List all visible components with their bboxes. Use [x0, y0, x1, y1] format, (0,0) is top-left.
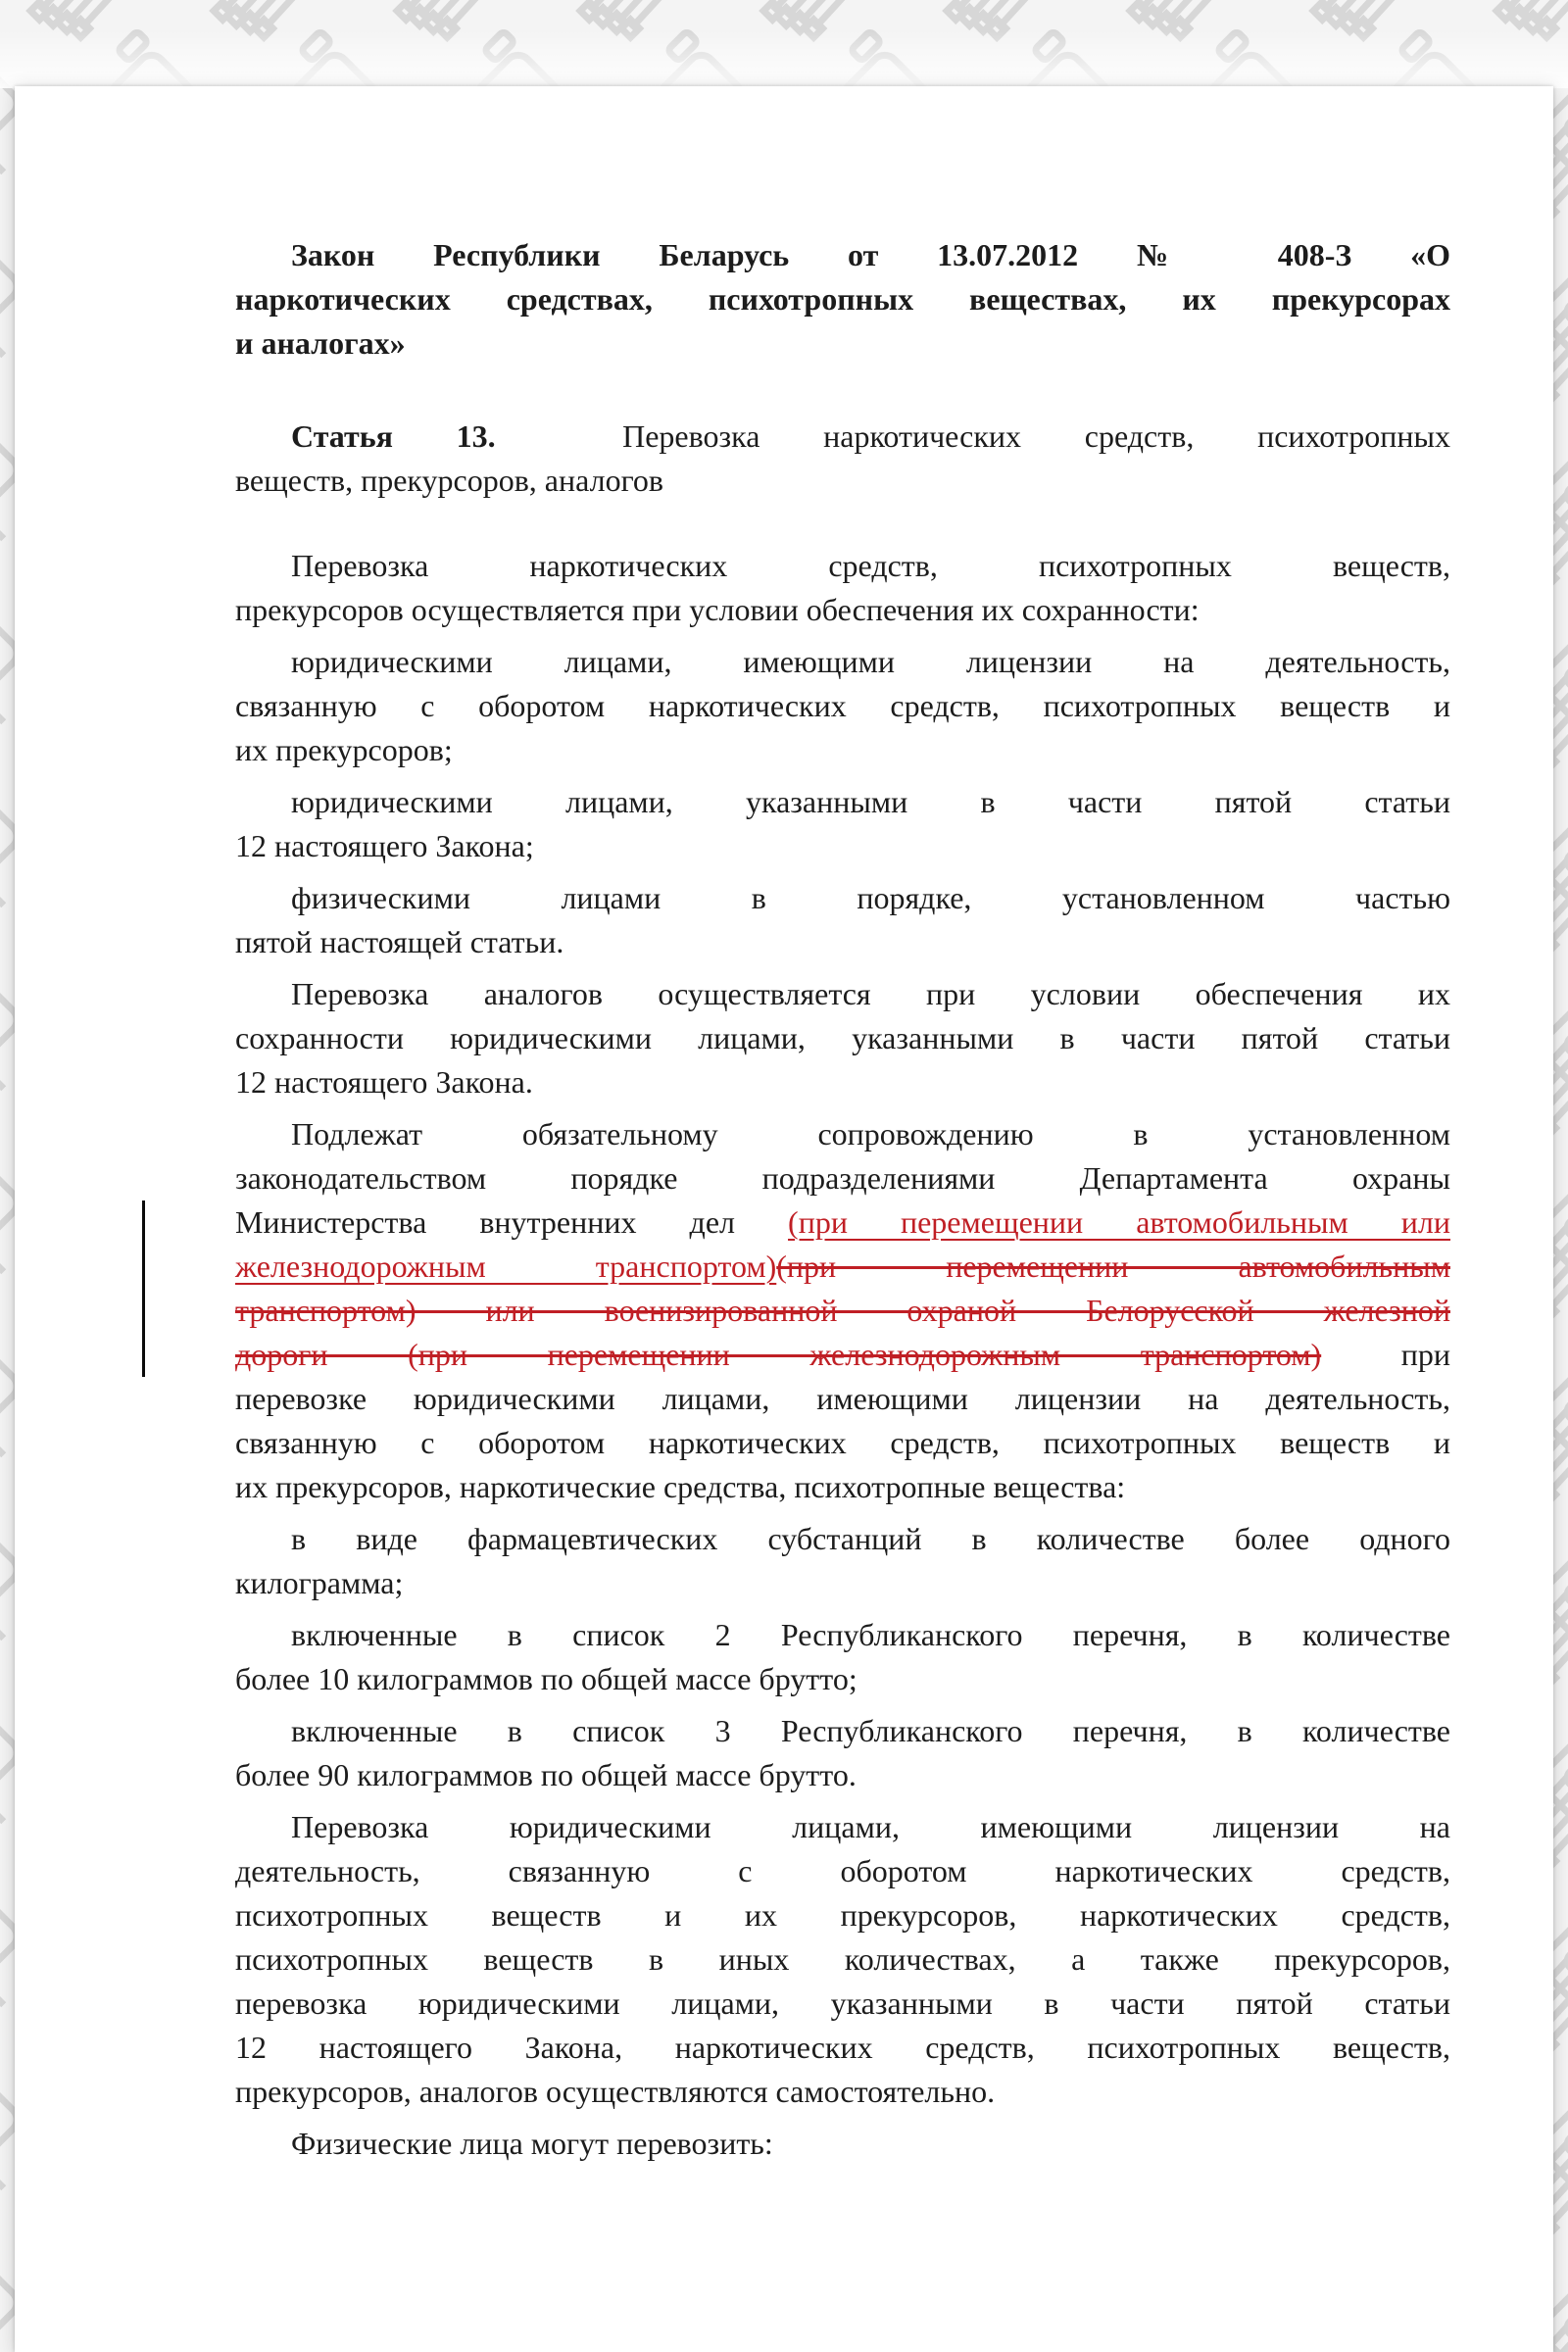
text-run: прекурсоров осуществляется при условии обеспечения их сохранности: [235, 592, 1200, 627]
text-line [235, 920, 1450, 964]
text-run: килограмма; [235, 1565, 404, 1600]
text-run: включенные в список 3 Республиканского перечня, в количестве [291, 1713, 1450, 1748]
text-run: деятельность, связанную с оборотом наркотических средств, [235, 1853, 1450, 1888]
text-run: психотропных веществ и их прекурсоров, наркотических средств, [235, 1897, 1450, 1933]
text-line [235, 1982, 1450, 2026]
text-line [235, 780, 1450, 824]
text-run: при [1321, 1337, 1451, 1372]
text-line [235, 1465, 1450, 1509]
text-run: пятой настоящей статьи. [235, 924, 564, 959]
text-run: перевозке юридическими лицами, имеющими лицензии на деятельность, [235, 1381, 1450, 1416]
text-line [235, 1657, 1450, 1701]
paragraph [235, 544, 1450, 632]
text-run: в виде фармацевтических субстанций в количестве более одного [291, 1521, 1450, 1556]
text-line [235, 277, 1450, 321]
text-line [235, 1377, 1450, 1421]
text-line [235, 2122, 1450, 2166]
text-line [235, 1849, 1450, 1893]
text-line [235, 728, 1450, 772]
paragraph [235, 780, 1450, 868]
text-line [235, 824, 1450, 868]
text-line [235, 1613, 1450, 1657]
background-fade [0, 29, 1568, 88]
text-run: их прекурсоров, наркотические средства, психотропные вещества: [235, 1469, 1126, 1504]
text-line [235, 1112, 1450, 1156]
paragraph [235, 876, 1450, 964]
text-run: юридическими лицами, имеющими лицензии на деятельность, [291, 644, 1450, 679]
text-line [235, 1561, 1450, 1605]
text-run: и аналогах» [235, 325, 406, 361]
text-run: связанную с оборотом наркотических средств, психотропных веществ и [235, 688, 1450, 723]
text-run: их прекурсоров; [235, 732, 453, 767]
text-run: 12 настоящего Закона; [235, 828, 534, 863]
text-line [235, 1421, 1450, 1465]
text-run: связанную с оборотом наркотических средств, психотропных веществ и [235, 1425, 1450, 1460]
document-body [235, 233, 1450, 2166]
text-run: более 90 килограммов по общей массе брутто. [235, 1757, 857, 1792]
text-run: перевозка юридическими лицами, указанными в части пятой статьи [235, 1985, 1450, 2021]
text-line [235, 1753, 1450, 1797]
text-run: законодательством порядке подразделениями Департамента охраны [235, 1160, 1450, 1196]
text-run: включенные в список 2 Республиканского перечня, в количестве [291, 1617, 1450, 1652]
text-line [235, 321, 1450, 366]
text-line [235, 233, 1450, 277]
text-run: Закон Республики Беларусь от 13.07.2012 № 408-З «О [291, 237, 1450, 272]
revision-change-bar [142, 1200, 145, 1377]
text-line [235, 588, 1450, 632]
text-run: веществ, прекурсоров, аналогов [235, 463, 664, 498]
document-title [235, 233, 1450, 366]
text-line [235, 415, 1450, 459]
text-line [235, 1937, 1450, 1982]
text-line [235, 1333, 1450, 1377]
text-run: прекурсоров, аналогов осуществляются самостоятельно. [235, 2074, 996, 2109]
deleted-text: дороги (при перемещении железнодорожным транспортом) [235, 1337, 1322, 1372]
text-line [235, 1200, 1450, 1245]
text-line [235, 1245, 1450, 1289]
text-line [235, 1805, 1450, 1849]
text-line [235, 640, 1450, 684]
text-run: физическими лицами в порядке, установленном частью [291, 880, 1450, 915]
text-line [235, 1709, 1450, 1753]
paragraph [235, 1805, 1450, 2114]
paragraph [235, 1112, 1450, 1509]
text-run: Перевозка юридическими лицами, имеющими лицензии на [291, 1809, 1450, 1844]
text-run: Перевозка наркотических средств, психотропных [495, 418, 1451, 454]
paragraph [235, 640, 1450, 772]
paragraph [235, 1613, 1450, 1701]
text-line [235, 684, 1450, 728]
text-run: сохранности юридическими лицами, указанными в части пятой статьи [235, 1020, 1450, 1055]
text-run: Физические лица могут перевозить: [291, 2126, 773, 2161]
text-run: Статья 13. [291, 418, 496, 454]
text-line [235, 544, 1450, 588]
article-heading [235, 415, 1450, 503]
text-line [235, 459, 1450, 503]
text-run: Подлежат обязательному сопровождению в установленном [291, 1116, 1450, 1152]
text-line [235, 876, 1450, 920]
paragraph [235, 2122, 1450, 2166]
text-run: наркотических средствах, психотропных веществах, их прекурсорах [235, 281, 1450, 317]
text-run: 12 настоящего Закона, наркотических средств, психотропных веществ, [235, 2030, 1450, 2065]
deleted-text: (при перемещении автомобильным [776, 1249, 1450, 1284]
paragraph [235, 1517, 1450, 1605]
text-run: более 10 килограммов по общей массе брутто; [235, 1661, 858, 1696]
text-run: 12 настоящего Закона. [235, 1064, 533, 1100]
text-line [235, 1016, 1450, 1060]
inserted-text: железнодорожным транспортом) [235, 1249, 777, 1284]
document-page [15, 86, 1553, 2352]
text-line [235, 1060, 1450, 1104]
text-line [235, 1893, 1450, 1937]
text-run: Перевозка наркотических средств, психотропных веществ, [291, 548, 1450, 583]
text-run: юридическими лицами, указанными в части пятой статьи [291, 784, 1450, 819]
text-run: Министерства внутренних дел [235, 1204, 789, 1240]
text-run: Перевозка аналогов осуществляется при условии обеспечения их [291, 976, 1450, 1011]
text-line [235, 1156, 1450, 1200]
paragraph [235, 972, 1450, 1104]
text-line [235, 1289, 1450, 1333]
text-run: психотропных веществ в иных количествах, а также прекурсоров, [235, 1941, 1450, 1977]
text-line [235, 2026, 1450, 2070]
text-line [235, 2070, 1450, 2114]
deleted-text: транспортом) или военизированной охраной Белорусской железной [235, 1293, 1450, 1328]
inserted-text: (при перемещении автомобильным или [788, 1204, 1451, 1240]
text-line [235, 1517, 1450, 1561]
text-line [235, 972, 1450, 1016]
paragraph [235, 1709, 1450, 1797]
